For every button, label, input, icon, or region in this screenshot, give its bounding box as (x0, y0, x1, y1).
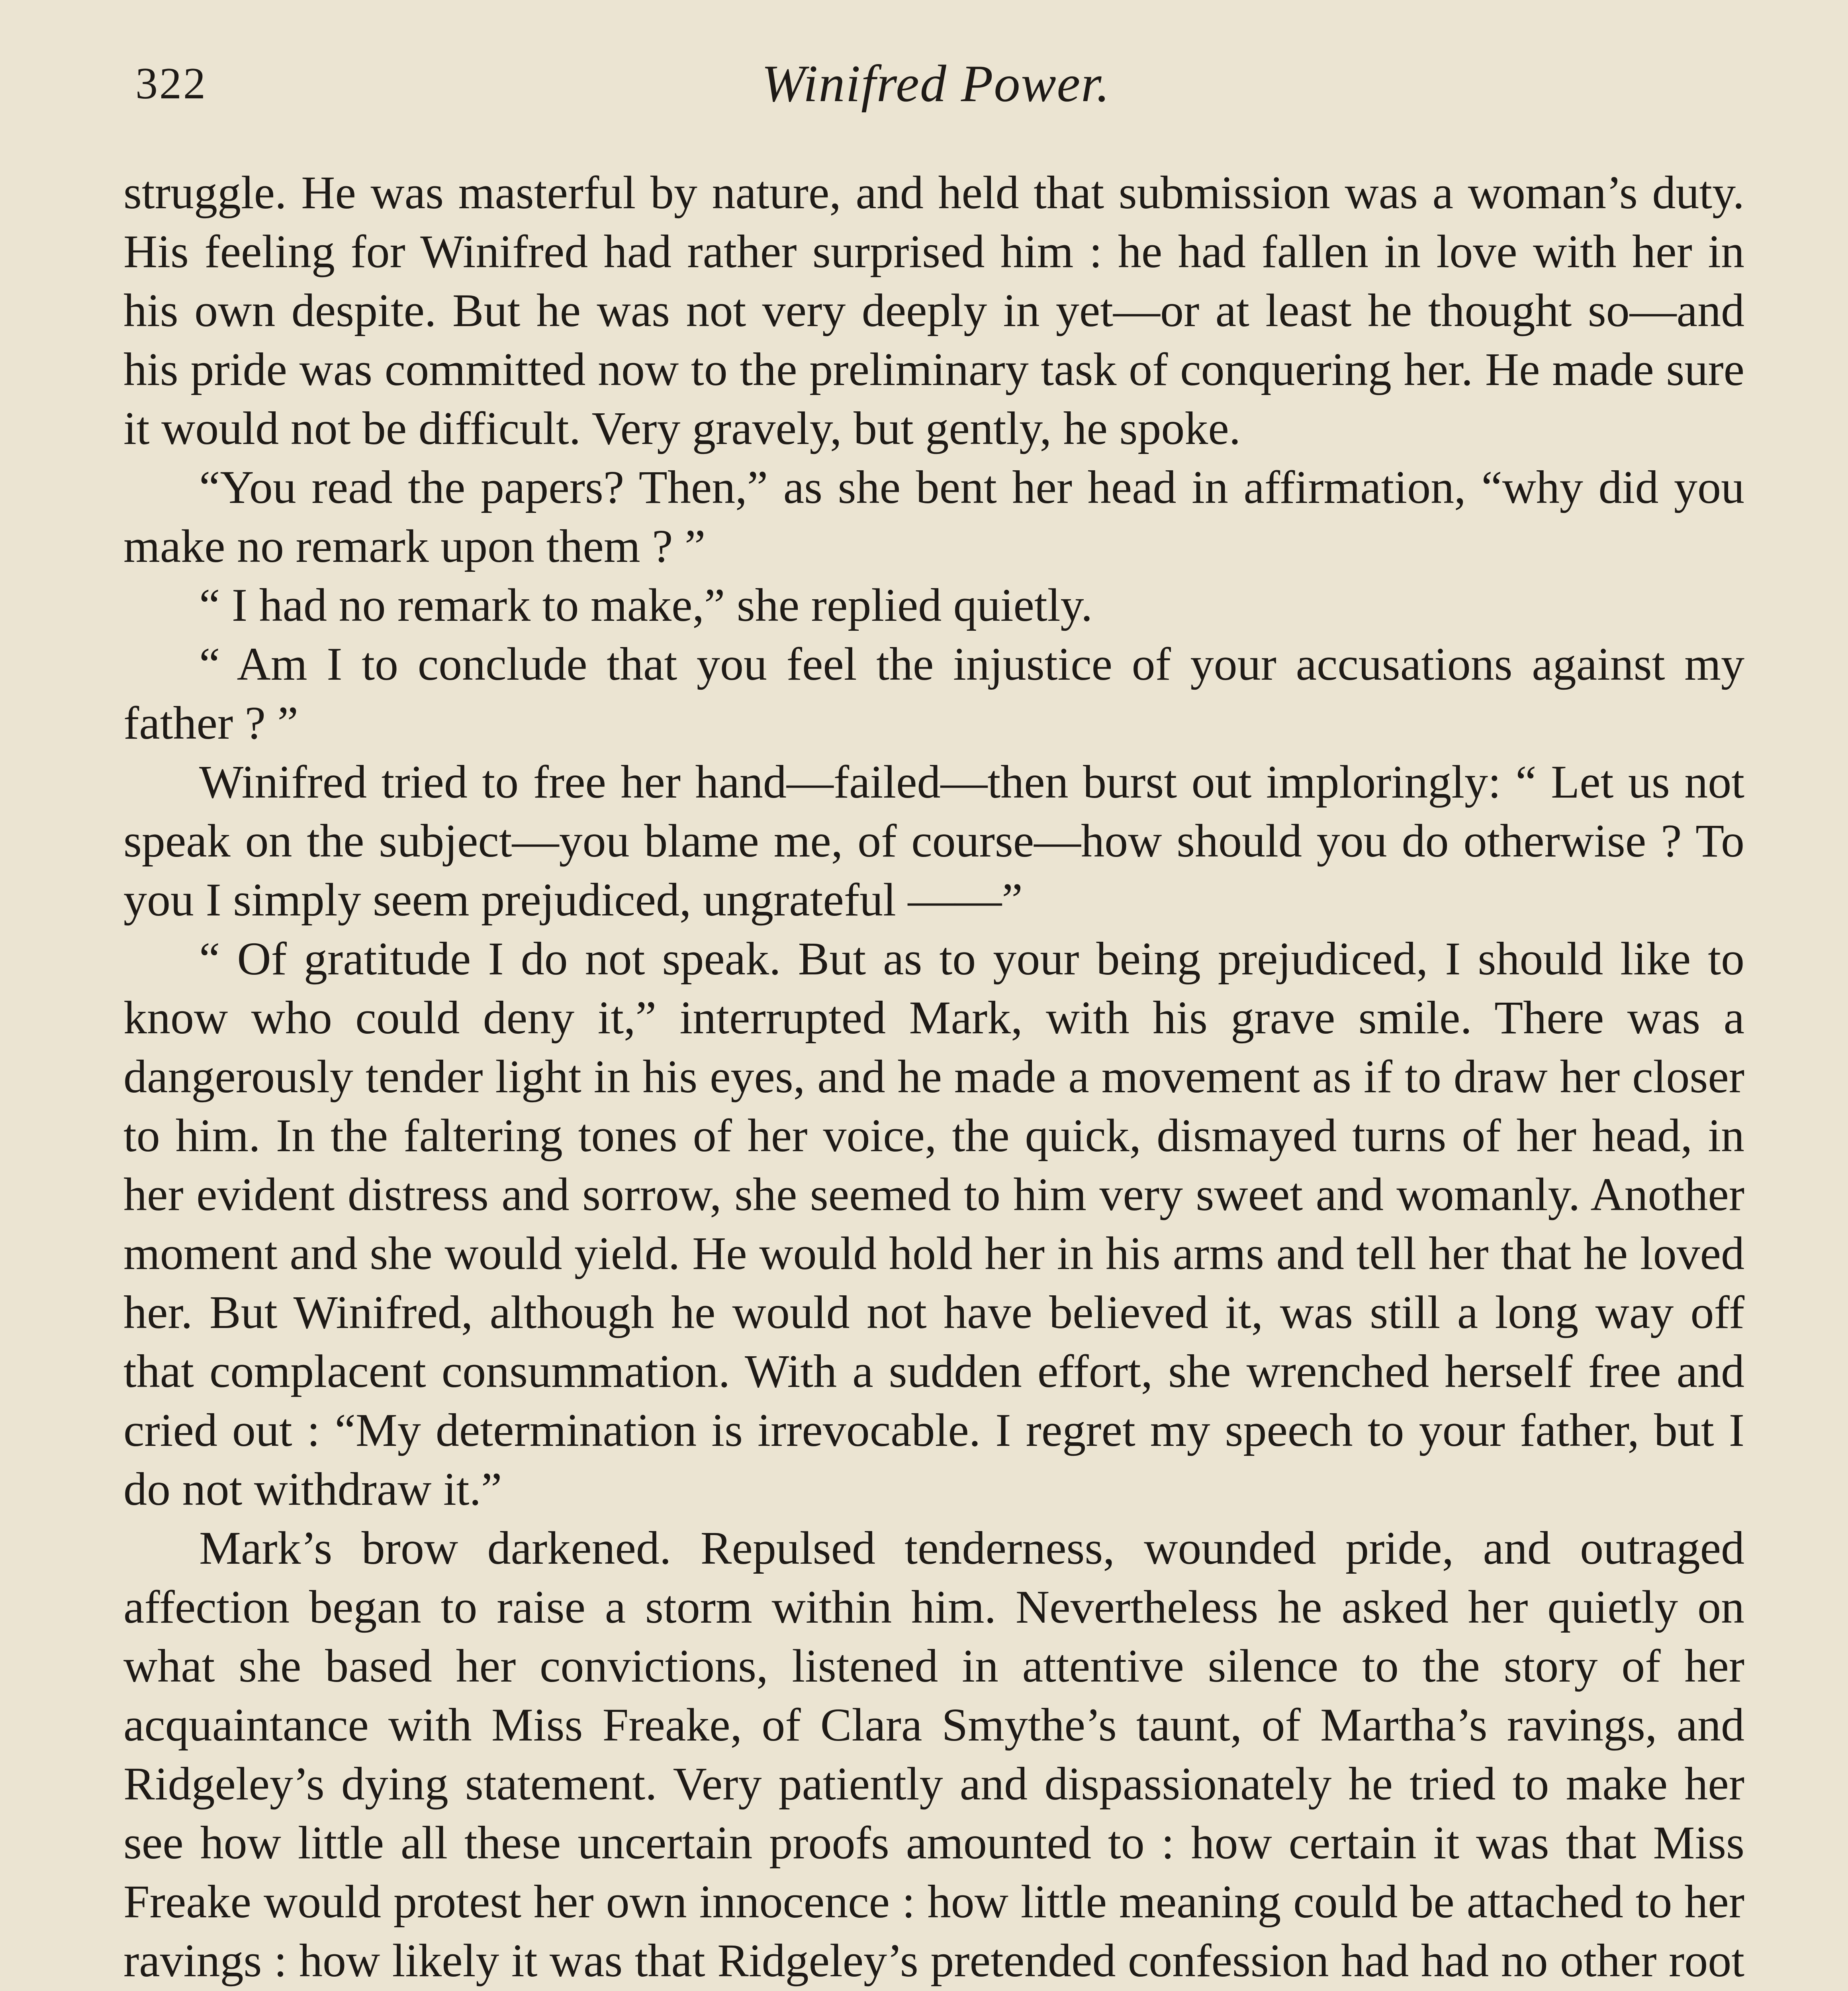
paragraph: “ I had no remark to make,” she replied quietly. (199, 579, 1093, 631)
running-title: Winifred Power. (762, 54, 1110, 113)
paragraph: “You read the papers? Then,” as she bent her head in affirmation, “why did you make no remark upon them ? ” (123, 461, 1744, 572)
body-text (123, 163, 1744, 1991)
page-number: 322 (135, 59, 207, 108)
paragraph: Mark’s brow darkened. Repulsed tenderness, wounded pride, and outraged affection began to raise a storm within him. Nevertheless he asked her quietly on what she based her convictions, listened in attentive silence to the story of her acquaintance with Miss Freake, of Clara Smythe’s taunt, of Martha’s ravings, and Ridgeley’s dying statement. Very patiently and dispassionately he tried to make her see how little all these uncertain proofs amounted to : how certain it was that Miss Freake would protest her own innocence : how little meaning could be attached to her ravings : how likely it was that Ridgeley’s pretended confession had had no other root (123, 1522, 1744, 1987)
paragraph: “ Of gratitude I do not speak. But as to your being prejudiced, I should like to know who could deny it,” interrupted Mark, with his grave smile. There was a dangerously tender light in his eyes, and he made a movement as if to draw her closer to him. In the faltering tones of her voice, the quick, dismayed turns of her head, in her evident distress and sorrow, she seemed to him very sweet and womanly. Another moment and she would yield. He would hold her in his arms and tell her that he loved her. But Winifred, although he would not have believed it, was still a long way off that complacent consummation. With a sudden effort, she wrenched herself free and cried out : “My determination is irrevocable. I regret my speech to your father, but I do not withdraw it.” (123, 933, 1744, 1515)
paragraph: “ Am I to conclude that you feel the injustice of your accusations against my father ? ” (123, 638, 1744, 749)
paragraph: struggle. He was masterful by nature, and held that submission was a woman’s duty. His feeling for Winifred had rather surprised him : he had fallen in love with her in his own despite. But he was not very deeply in yet—or at least he thought so—and his pride was committed now to the preliminary task of conquering her. He made sure it would not be difficult. Very gravely, but gently, he spoke. (123, 166, 1744, 454)
paragraph: Winifred tried to free her hand—failed—then burst out imploringly: “ Let us not speak on the subject—you blame me, of course—how should you do otherwise ? To you I simply seem prejudiced, ungrateful ——” (123, 756, 1744, 926)
page-header (135, 52, 1736, 115)
